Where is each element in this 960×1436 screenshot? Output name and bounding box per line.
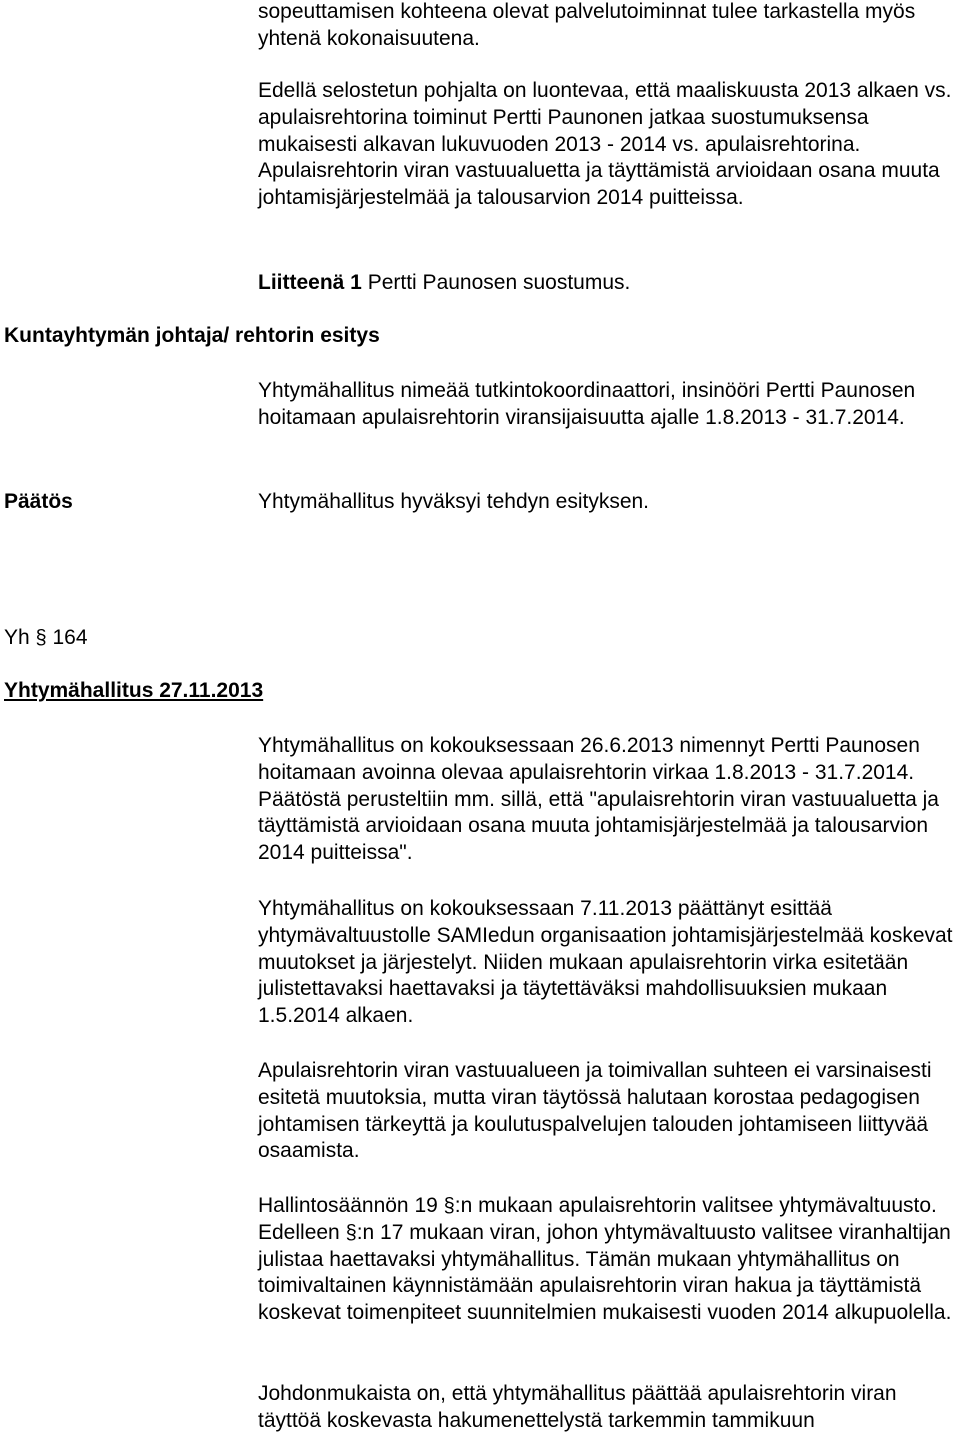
body-paragraph-1 xyxy=(258,733,958,867)
decision-paragraph xyxy=(258,489,958,516)
decision-text: Yhtymähallitus hyväksyi tehdyn esityksen. xyxy=(258,490,650,513)
section-number xyxy=(4,625,88,652)
section-symbol-2: § xyxy=(345,1221,357,1244)
body-text-3: Apulaisrehtorin viran vastuualueen ja toimivallan suhteen ei varsinaisesti esitetä muutoksia, mutta viran täytössä halutaan korostaa pedagogisen johtamisen tärkeyttä ja koulutuspalvelujen talouden johtamiseen liittyvää osaamista. xyxy=(258,1059,932,1163)
section-number-value: 164 xyxy=(52,626,88,649)
intro-paragraph-1 xyxy=(258,0,958,53)
body-paragraph-3 xyxy=(258,1058,958,1165)
body-text-4 xyxy=(258,1193,958,1327)
body-date-heading: Yhtymähallitus 27.11.2013 xyxy=(4,679,264,702)
decision-label: Päätös xyxy=(4,490,73,513)
section-symbol-1: § xyxy=(443,1195,455,1217)
body-paragraph-5 xyxy=(258,1381,958,1435)
attachment-text: Pertti Paunosen suostumus. xyxy=(361,271,631,294)
body-text-4a: Hallintosäännön 19 xyxy=(258,1194,444,1217)
intro-paragraph-2 xyxy=(258,78,958,212)
body-text-2: Yhtymähallitus on kokouksessaan 7.11.2013 päättänyt esittää yhtymävaltuustolle SAMIedun organisaation johtamisjärjestelmää koskevat muutokset ja järjestelyt. Niiden mukaan apulaisrehtorin virka esitetään julistettavaksi haettavaksi ja täytettäväksi mahdollisuuksien mukaan 1.5.2014 alkaen. xyxy=(258,897,953,1028)
body-text-4c: :n 17 mukaan viran, johon yhtymävaltuusto valitsee viranhaltijan julistaa haettavaksi yhtymähallitus. Tämän mukaan yhtymähallitus on toimivaltainen käynnistämään apulaisrehtorin viran hakua ja täyttämistä koskevat toimenpiteet suunnitelmien mukaisesti vuoden 2014 alkupuolella. xyxy=(258,1220,952,1325)
intro-text-1: sopeuttamisen kohteena olevat palvelutoiminnat tulee tarkastella myös yhtenä kokonaisuutena. xyxy=(258,0,916,50)
proposal-text: Yhtymähallitus nimeää tutkintokoordinaattori, insinööri Pertti Paunosen hoitamaan apulaisrehtorin viransijaisuutta ajalle 1.8.2013 - 31.7.2014. xyxy=(258,379,916,429)
section-symbol: § xyxy=(35,627,47,649)
proposal-label: Kuntayhtymän johtaja/ rehtorin esitys xyxy=(4,324,380,347)
body-text-5: Johdonmukaista on, että yhtymähallitus päättää apulaisrehtorin viran täyttöä koskevasta hakumenettelystä tarkemmin tammikuun xyxy=(258,1382,897,1432)
body-paragraph-4 xyxy=(258,1193,958,1327)
body-paragraph-2 xyxy=(258,896,958,1030)
intro-text-2: Edellä selostetun pohjalta on luontevaa, että maaliskuusta 2013 alkaen vs. apulaisrehtorina toiminut Pertti Paunonen jatkaa suostumuksensa mukaisesti alkavan lukuvuoden 2013 - 2014 vs. apulaisrehtorina. Apulaisrehtorin viran vastuualuetta ja täyttämistä arvioidaan osana muuta johtamisjärjestelmää ja talousarvion 2014 puitteissa. xyxy=(258,79,952,210)
body-text-4b: :n mukaan apulaisrehtorin valitsee yhtymävaltuusto. Edelleen xyxy=(258,1194,937,1244)
attachment-label: Liitteenä 1 xyxy=(258,271,362,294)
body-text-1: Yhtymähallitus on kokouksessaan 26.6.2013 nimennyt Pertti Paunosen hoitamaan avoinna olevaa apulaisrehtorin virkaa 1.8.2013 - 31.7.2014. Päätöstä perusteltiin mm. sillä, että "apulaisrehtorin viran vastuualuetta ja täyttämistä arvioidaan osana muuta johtamisjärjestelmää ja talousarvion 2014 puitteissa". xyxy=(258,734,939,865)
attachment-line xyxy=(258,270,958,297)
proposal-paragraph xyxy=(258,378,958,432)
section-prefix: Yh xyxy=(4,626,30,649)
